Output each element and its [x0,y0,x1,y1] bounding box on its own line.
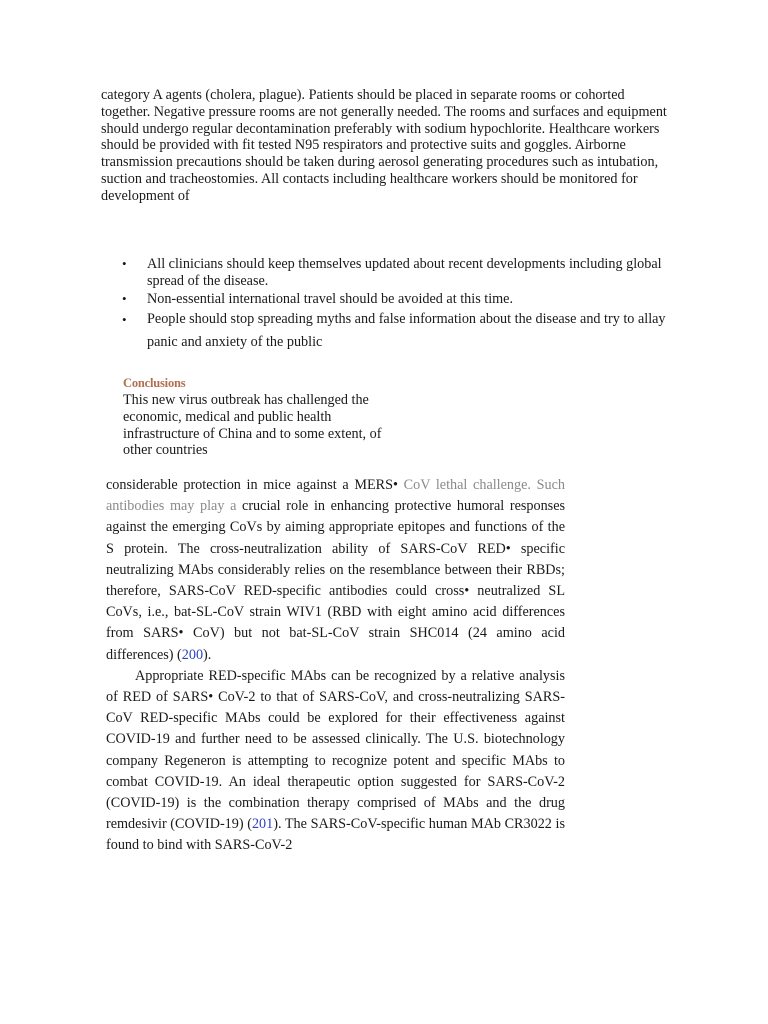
bullet-icon: • [122,290,127,306]
body-text-segment: Appropriate RED-specific MAbs can be recognized by a relative analysis of RED of SARS• CoV-2 to that of SARS-CoV, and cross-neutralizing SARS-CoV RED-specific MAbs could be explored for their effectiveness against COVID-19 and further need to be assessed clinically. The U.S. biotechnology company Regeneron is attempting to recognize potent and specific MAbs to combat COVID-19. An ideal therapeutic option suggested for SARS-CoV-2 (COVID-19) is the combination therapy comprised of MAbs and the drug remdesivir (COVID-19) ( [106,667,565,833]
body-text-segment: ). The SARS-CoV-specific human MAb CR3022 is found to bind with SARS-CoV-2 [106,816,565,854]
list-item [122,256,682,290]
top-paragraph: category A agents (cholera, plague). Patients should be placed in separate rooms or cohorted together. Negative pressure rooms are not generally needed. The rooms and surfaces and equipment should undergo regular decontamination preferably with sodium hypochlorite. Healthcare workers should be provided with fit tested N95 respirators and protective suits and goggles. Airborne transmission precautions should be taken during aerosol generating procedures such as intubation, suction and tracheostomies. All contacts including healthcare workers should be monitored for development of [101,87,667,204]
bullet-icon: • [122,312,127,328]
bullet-icon: • [122,256,127,271]
conclusions-heading: Conclusions [123,376,186,390]
reference-link-200[interactable]: 200 [181,646,204,663]
body-paragraph-2 [106,666,565,857]
bullet-text: People should stop spreading myths and false information about the disease and try to allay panic and anxiety of the public [147,311,666,351]
body-text-segment: crucial role in enhancing protective humoral responses against the emerging CoVs by aiming appropriate epitopes and functions of the S protein. The cross-neutralization ability of SARS-CoV RED• specific neutralizing MAbs considerably relies on the resemblance between their RBDs; therefore, SARS-CoV RED-specific antibodies could cross• neutralized SL CoVs, i.e., bat-SL-CoV strain WIV1 (RBD with eight amino acid differences from SARS• CoV) but not bat-SL-CoV strain SHC014 (24 amino acid differences) ( [106,498,566,663]
body-text-grey-segment: CoV lethal challenge. Such antibodies may play a [106,477,566,515]
body-text-segment: ). [203,646,212,663]
reference-link-201[interactable]: 201 [251,816,274,833]
bullet-text: Non-essential international travel should be avoided at this time. [147,290,514,307]
body-paragraph-1 [106,475,565,666]
bullet-list [122,256,682,354]
list-item [122,308,682,354]
list-item [122,291,682,308]
body-text-segment: considerable protection in mice against a MERS• [106,477,398,493]
conclusions-text: This new virus outbreak has challenged the economic, medical and public health infrastructure of China and to some extent, of other countries [123,392,382,459]
body-text [106,475,565,857]
bullet-text: All clinicians should keep themselves updated about recent developments including global spread of the disease. [147,256,662,289]
